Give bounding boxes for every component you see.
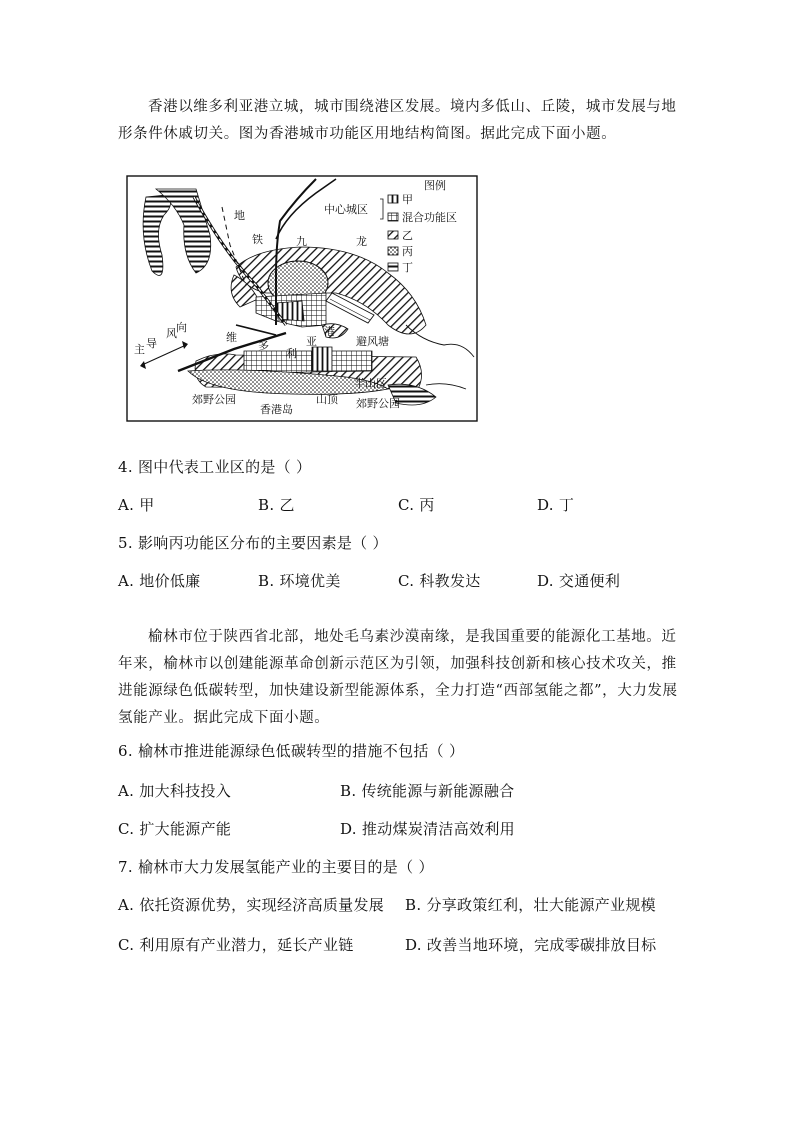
legend-mixed: 混合功能区 (402, 211, 457, 224)
label-long: 龙 (356, 235, 367, 248)
label-dao: 导 (146, 337, 157, 350)
question-7: 7. 榆林市大力发展氢能产业的主要目的是（ ） (118, 858, 434, 876)
label-park-left: 郊野公园 (192, 393, 236, 406)
q4-option-c[interactable]: C. 丙 (398, 496, 435, 514)
q6-option-d[interactable]: D. 推动煤炭清洁高效利用 (340, 820, 515, 838)
q6-option-a[interactable]: A. 加大科技投入 (118, 782, 232, 800)
label-di: 地 (234, 209, 245, 222)
label-ya: 亚 (306, 335, 317, 348)
question-6: 6. 榆林市推进能源绿色低碳转型的措施不包括（ ） (118, 742, 465, 760)
q5-option-a[interactable]: A. 地价低廉 (118, 572, 201, 590)
legend-bing: 丙 (402, 245, 413, 258)
q7-option-b[interactable]: B. 分享政策红利，壮大能源产业规模 (405, 896, 656, 914)
q5-option-d[interactable]: D. 交通便利 (537, 572, 621, 590)
label-gang: 港 (324, 325, 335, 338)
q7-option-d[interactable]: D. 改善当地环境，完成零碳排放目标 (405, 936, 657, 954)
label-duo: 多 (258, 339, 269, 352)
label-shanding: 山顶 (316, 393, 338, 406)
q6-option-c[interactable]: C. 扩大能源产能 (118, 820, 232, 838)
passage-yulin: 榆林市位于陕西省北部，地处毛乌素沙漠南缘，是我国重要的能源化工基地。近年来，榆林市以创建能源革命创新示范区为引领，加强科技创新和核心技术攻关，推进能源绿色低碳转型，加快建设新型能源体系，全力打造“西部氢能之都”，大力发展氢能产业。据此完成下面小题。 (118, 629, 678, 726)
label-li: 利 (286, 347, 297, 360)
q7-option-a[interactable]: A. 依托资源优势，实现经济高质量发展 (118, 896, 385, 914)
q6-option-b[interactable]: B. 传统能源与新能源融合 (340, 782, 515, 800)
zone-jia-island (312, 347, 332, 371)
legend-center-label: 中心城区 (324, 203, 368, 216)
label-tie: 铁 (252, 233, 263, 246)
q5-option-c[interactable]: C. 科教发达 (398, 572, 481, 590)
q5-option-b[interactable]: B. 环境优美 (258, 572, 341, 590)
legend-yi: 乙 (402, 229, 413, 242)
question-4: 4. 图中代表工业区的是（ ） (118, 458, 312, 476)
label-jiu: 九 (296, 235, 307, 248)
q7-option-c[interactable]: C. 利用原有产业潜力，延长产业链 (118, 936, 354, 954)
hongkong-land-use-map (126, 175, 478, 422)
q4-option-a[interactable]: A. 甲 (118, 496, 155, 514)
passage-hongkong: 香港以维多利亚港立城，城市围绕港区发展。境内多低山、丘陵，城市发展与地形条件休戚切关。图为香港城市功能区用地结构简图。据此完成下面小题。 (118, 99, 677, 142)
label-feng: 风 (166, 327, 177, 340)
label-hk-island: 香港岛 (260, 403, 293, 416)
label-banshan: 半山区 (354, 377, 387, 390)
legend-ding: 丁 (402, 261, 413, 274)
label-zhu: 主 (134, 343, 145, 356)
label-park-right: 郊野公园 (356, 397, 400, 410)
zone-mixed-island (244, 351, 372, 373)
label-wei: 维 (226, 331, 237, 344)
question-5: 5. 影响丙功能区分布的主要因素是（ ） (118, 534, 388, 552)
legend-title: 图例 (424, 179, 446, 192)
legend-jia: 甲 (402, 193, 413, 206)
q4-option-d[interactable]: D. 丁 (537, 496, 575, 514)
q4-option-b[interactable]: B. 乙 (258, 496, 295, 514)
label-shelter: 避风塘 (356, 335, 389, 348)
label-xiang: 向 (176, 321, 187, 334)
